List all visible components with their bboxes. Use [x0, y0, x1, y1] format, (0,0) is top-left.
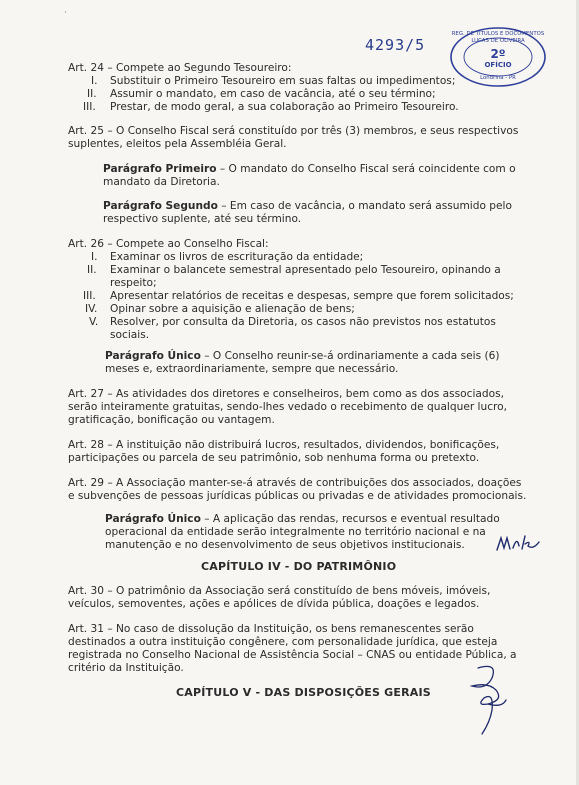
- stamp-city: Londrina - PR: [480, 75, 516, 81]
- paragraph-text: – O Conselho reunir-se-á ordinariamente a cada seis (6): [200, 350, 500, 362]
- art30-line: veículos, semoventes, ações e apólices de dívida pública, doações e legados.: [68, 598, 480, 610]
- art24-heading: Art. 24 – Compete ao Segundo Tesoureiro:: [68, 62, 292, 74]
- art24-item-num: II.: [87, 88, 97, 100]
- art26-item-text: Examinar os livros de escrituração da entidade;: [110, 251, 364, 263]
- art29-line: Art. 29 – A Associação manter-se-á através de contribuições dos associados, doações: [68, 477, 522, 489]
- paragraph-text-line: operacional da entidade serão integralmente no território nacional e na: [105, 526, 486, 538]
- paragraph-text: – O mandato do Conselho Fiscal será coincidente com o: [216, 163, 516, 175]
- art24-item-num: III.: [83, 101, 96, 113]
- art26-item-num: IV.: [85, 303, 98, 315]
- art30-line: Art. 30 – O patrimônio da Associação será constituído de bens móveis, imóveis,: [68, 585, 491, 597]
- art31-line: critério da Instituição.: [68, 662, 184, 674]
- art29-paragraph-unique: [105, 513, 500, 526]
- paragraph-text: – A aplicação das rendas, recursos e eventual resultado: [200, 513, 500, 525]
- registry-stamp: [448, 25, 548, 89]
- art28-line: Art. 28 – A instituição não distribuirá lucros, resultados, dividendos, bonificações,: [68, 439, 500, 451]
- page-number-handwritten: 4293/5: [365, 36, 426, 54]
- art26-item-text: Apresentar relatórios de receitas e despesas, sempre que forem solicitados;: [110, 290, 514, 302]
- art26-item-num: V.: [89, 316, 99, 328]
- stamp-office-number: 2º: [490, 47, 506, 61]
- art25-line: Art. 25 – O Conselho Fiscal será constituído por três (3) membros, e seus respectivos: [68, 125, 519, 137]
- art26-item-num: I.: [91, 251, 98, 263]
- paragraph-text-line: mandato da Diretoria.: [103, 176, 220, 188]
- art24-item-text: Substituir o Primeiro Tesoureiro em suas faltas ou impedimentos;: [110, 75, 456, 87]
- art26-item-num: III.: [83, 290, 96, 302]
- art26-item-text: Opinar sobre a aquisição e alienação de bens;: [110, 303, 355, 315]
- art29-line: e subvenções de pessoas jurídicas públicas ou privadas e de atividades promocionais.: [68, 490, 527, 502]
- art25-paragraph-second: [103, 200, 512, 213]
- stamp-text-top: REG. DE TÍTULOS E DOCUMENTOS: [451, 31, 545, 37]
- stamp-text-name: LUCAS DE OLIVEIRA: [471, 38, 525, 44]
- art26-item-num: II.: [87, 264, 97, 276]
- art26-paragraph-unique: [105, 350, 500, 363]
- paragraph-label: Parágrafo Primeiro: [103, 163, 217, 175]
- handwritten-initials: [495, 530, 545, 556]
- paragraph-text-line: respectivo suplente, até seu término.: [103, 213, 302, 225]
- paragraph-label: Parágrafo Segundo: [103, 200, 218, 212]
- art24-item-num: I.: [91, 75, 98, 87]
- paragraph-label: Parágrafo Único: [105, 350, 201, 362]
- paragraph-text-line: meses e, extraordinariamente, sempre que necessário.: [105, 363, 399, 375]
- chapter-4-title: CAPÍTULO IV - DO PATRIMÔNIO: [201, 560, 397, 573]
- chapter-5-title: CAPÍTULO V - DAS DISPOSIÇÕES GERAIS: [176, 686, 431, 699]
- scan-speck: ·: [64, 8, 67, 18]
- art31-line: registrada no Conselho Nacional de Assistência Social – CNAS ou entidade Pública, a: [68, 649, 517, 661]
- paragraph-text: – Em caso de vacância, o mandato será assumido pelo: [217, 200, 512, 212]
- handwritten-signature: [458, 660, 518, 740]
- art24-item-text: Assumir o mandato, em caso de vacância, até o seu término;: [110, 88, 436, 100]
- art25-paragraph-first: [103, 163, 516, 176]
- art27-line: gratificação, bonificação ou vantagem.: [68, 414, 275, 426]
- paragraph-label: Parágrafo Único: [105, 513, 201, 525]
- art26-item-text: sociais.: [110, 329, 150, 341]
- art25-line: suplentes, eleitos pela Assembléia Geral.: [68, 138, 287, 150]
- paragraph-text-line: manutenção e no desenvolvimento de seus objetivos institucionais.: [105, 539, 465, 551]
- art27-line: Art. 27 – As atividades dos diretores e conselheiros, bem como as dos associados,: [68, 388, 505, 400]
- art26-item-text: Resolver, por consulta da Diretoria, os casos não previstos nos estatutos: [110, 316, 496, 328]
- art31-line: Art. 31 – No caso de dissolução da Instituição, os bens remanescentes serão: [68, 623, 474, 635]
- art26-heading: Art. 26 – Compete ao Conselho Fiscal:: [68, 238, 269, 250]
- art27-line: serão inteiramente gratuitas, sendo-lhes vedado o recebimento de qualquer lucro,: [68, 401, 508, 413]
- art31-line: destinados a outra instituição congênere, com personalidade jurídica, que esteja: [68, 636, 498, 648]
- art28-line: participações ou parcela de seu patrimônio, sob nenhuma forma ou pretexto.: [68, 452, 480, 464]
- art26-item-text: respeito;: [110, 277, 157, 289]
- stamp-office-word: OFÍCIO: [484, 61, 512, 69]
- art26-item-text: Examinar o balancete semestral apresentado pelo Tesoureiro, opinando a: [110, 264, 501, 276]
- art24-item-text: Prestar, de modo geral, a sua colaboração ao Primeiro Tesoureiro.: [110, 101, 459, 113]
